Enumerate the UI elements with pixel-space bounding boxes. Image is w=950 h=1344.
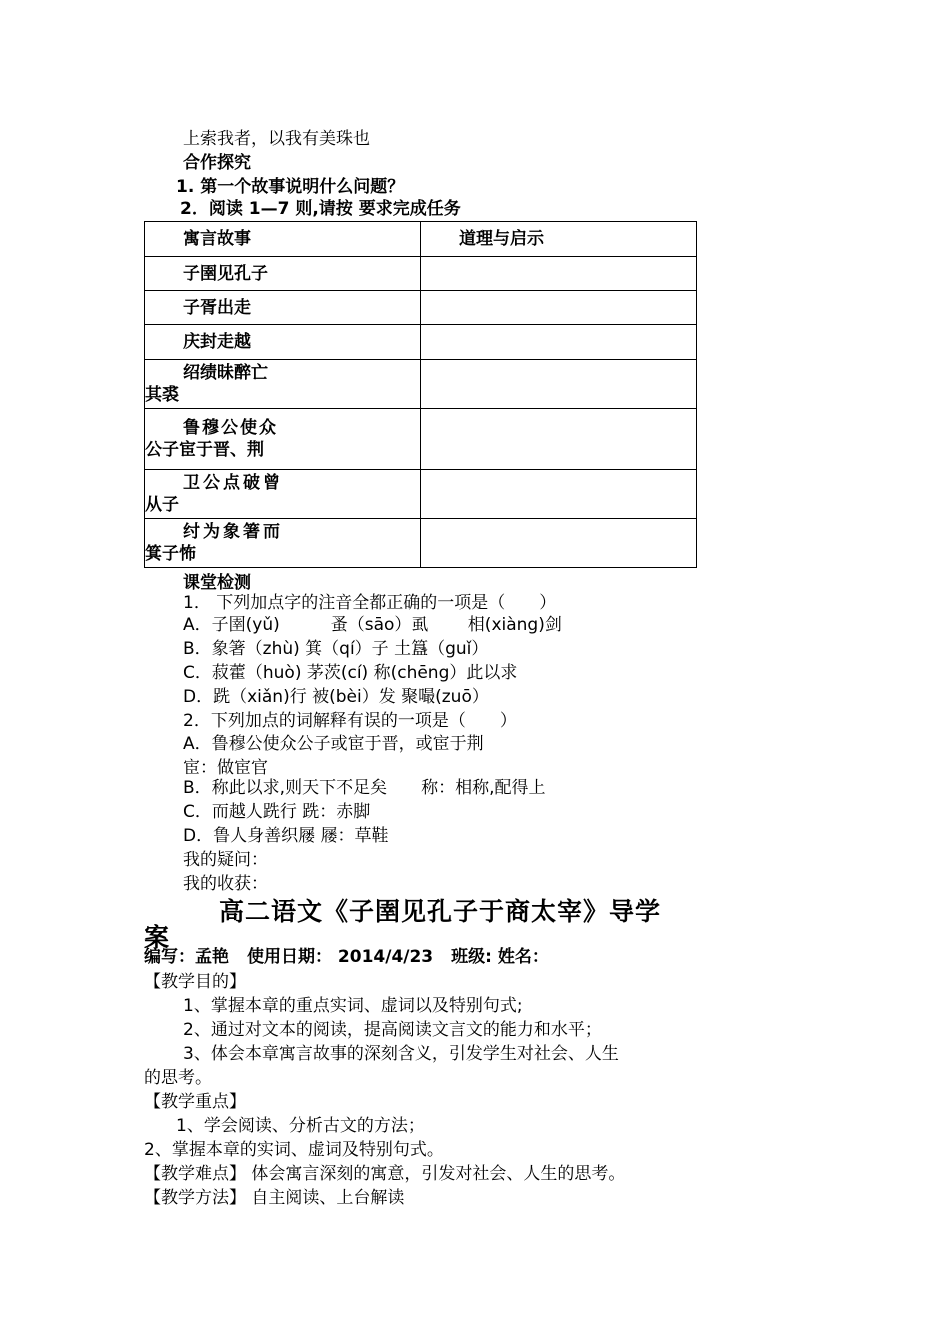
cooperation-heading: 合作探究 xyxy=(183,153,251,173)
q2-option-a-explain: 宦：做宦官 xyxy=(183,758,268,778)
question-1: 1. 第一个故事说明什么问题？ xyxy=(176,177,405,197)
header-fable: 寓言故事 xyxy=(183,229,251,249)
lesson-cell[interactable] xyxy=(421,360,697,409)
table-row xyxy=(145,291,697,325)
q1-option-c: C．菽藿（huò) 茅茨(cí) 称(chēng）此以求 xyxy=(183,663,518,683)
my-gain: 我的收获： xyxy=(183,874,268,894)
table-row xyxy=(145,325,697,360)
lesson-cell[interactable] xyxy=(421,470,697,519)
guide-title: 高二语文《子圉见孔子于商太宰》导学 xyxy=(219,897,662,926)
q1-option-a: A．子圉(yǔ) 蚤（sāo）虱 相(xiàng)剑 xyxy=(183,615,562,635)
fable-name: 鲁穆公使众 xyxy=(183,418,278,438)
lesson-cell[interactable] xyxy=(421,325,697,360)
table-cell xyxy=(145,291,421,325)
q2-option-d: D．鲁人身善织屦 屦：草鞋 xyxy=(183,826,389,846)
q2-option-c: C．而越人跣行 跣：赤脚 xyxy=(183,802,371,822)
fable-name-cont: 从子 xyxy=(145,495,179,515)
goal-3-cont: 的思考。 xyxy=(144,1068,212,1088)
table-row xyxy=(145,360,697,409)
q1-option-d: D．跣（xiǎn)行 被(bèi）发 聚嘬(zuō） xyxy=(183,687,489,707)
question-2: 2．阅读 1—7 则,请按 要求完成任务 xyxy=(180,199,461,219)
table-row xyxy=(145,409,697,470)
test-question-1: 1． 下列加点字的注音全都正确的一项是（ ） xyxy=(183,593,557,613)
fable-name-cont: 其裘 xyxy=(145,385,179,405)
table-cell xyxy=(145,409,421,470)
goals-heading: 【教学目的】 xyxy=(144,972,246,992)
table-cell xyxy=(145,257,421,291)
lesson-cell[interactable] xyxy=(421,409,697,470)
table-row xyxy=(145,470,697,519)
test-question-2: 2．下列加点的词解释有误的一项是（ ） xyxy=(183,711,517,731)
difficulty: 【教学难点】 体会寓言深刻的寓意，引发对社会、人生的思考。 xyxy=(144,1164,626,1184)
table-header-row xyxy=(145,222,697,257)
key-1: 1、学会阅读、分析古文的方法； xyxy=(176,1116,425,1136)
goal-2: 2、通过对文本的阅读，提高阅读文言文的能力和水平； xyxy=(183,1020,602,1040)
table-cell xyxy=(145,325,421,360)
lesson-cell[interactable] xyxy=(421,519,697,568)
table-cell xyxy=(145,360,421,409)
key-2: 2、掌握本章的实词、虚词及特别句式。 xyxy=(144,1140,444,1160)
q2-option-b: B．称此以求,则天下不足矣 称：相称,配得上 xyxy=(183,778,546,798)
fable-name: 子圉见孔子 xyxy=(183,263,268,284)
guide-meta xyxy=(144,946,567,968)
fable-table xyxy=(144,221,697,568)
use-date: 使用日期： 2014/4/23 xyxy=(247,947,434,967)
key-heading: 【教学重点】 xyxy=(144,1092,246,1112)
test-heading: 课堂检测 xyxy=(183,573,251,593)
fable-name-cont: 箕子怖 xyxy=(145,544,196,564)
method: 【教学方法】 自主阅读、上台解读 xyxy=(144,1188,405,1208)
table-cell xyxy=(145,519,421,568)
author: 编写：孟艳 xyxy=(144,947,229,967)
table-header-cell xyxy=(421,222,697,257)
fable-name: 纣为象箸而 xyxy=(183,522,283,542)
my-doubt: 我的疑问： xyxy=(183,850,268,870)
fable-name: 绍绩昧醉亡 xyxy=(183,363,268,383)
header-lesson: 道理与启示 xyxy=(459,229,544,249)
fable-name: 子胥出走 xyxy=(183,297,251,318)
lesson-cell[interactable] xyxy=(421,291,697,325)
goal-3: 3、体会本章寓言故事的深刻含义，引发学生对社会、人生 xyxy=(183,1044,619,1064)
fable-name-cont: 公子宦于晋、荆 xyxy=(145,440,264,460)
guide-title-cont: 案 xyxy=(144,923,170,952)
table-row xyxy=(145,257,697,291)
table-row xyxy=(145,519,697,568)
class-name-field: 班级: 姓名： xyxy=(451,947,549,967)
table-cell xyxy=(145,470,421,519)
text-line-beads: 上索我者，以我有美珠也 xyxy=(183,129,370,149)
q1-option-b: B．象箸（zhù) 箕（qí）子 土簋（guǐ） xyxy=(183,639,489,659)
lesson-cell[interactable] xyxy=(421,257,697,291)
table-header-cell xyxy=(145,222,421,257)
goal-1: 1、掌握本章的重点实词、虚词以及特别句式; xyxy=(183,996,523,1016)
q2-option-a: A．鲁穆公使众公子或宦于晋，或宦于荆 xyxy=(183,734,484,754)
fable-name: 卫公点破曾 xyxy=(183,473,283,493)
fable-name: 庆封走越 xyxy=(183,332,251,352)
